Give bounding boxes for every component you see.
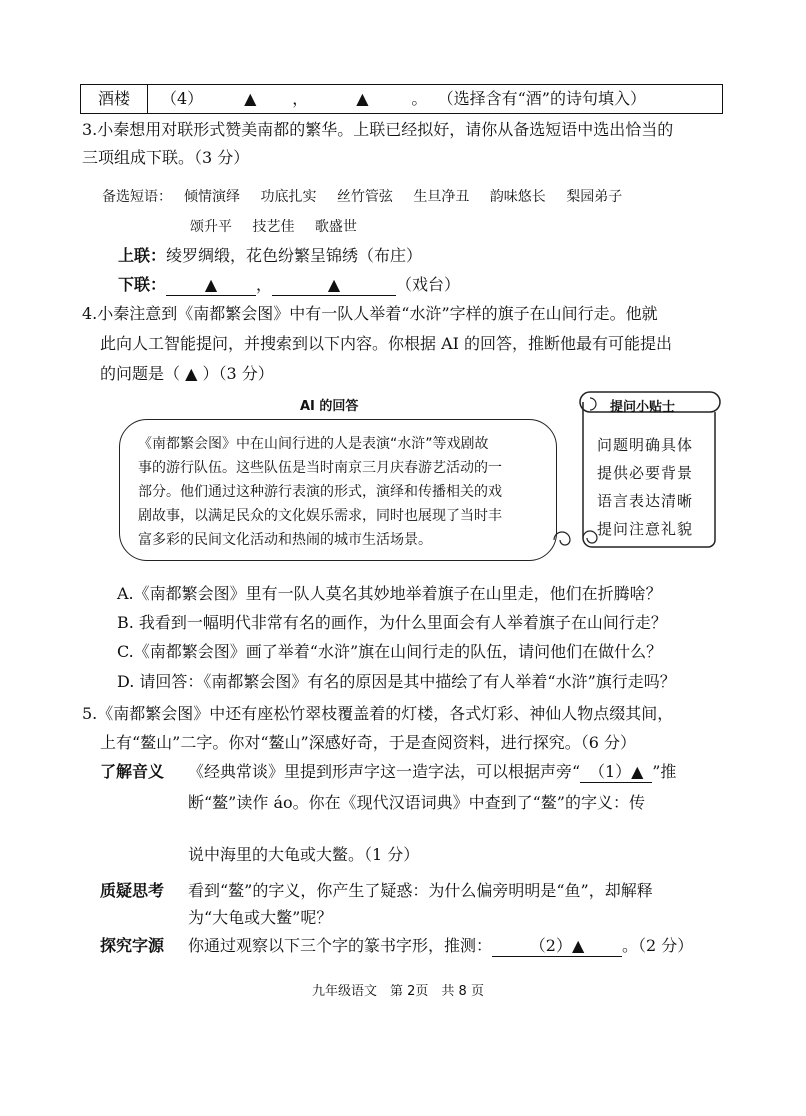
sec3-text: 。（2 分） xyxy=(622,936,694,955)
connector-icon xyxy=(552,528,582,552)
section-label-question: 质疑思考 xyxy=(100,881,165,900)
tip-item: 提问注意礼貌 xyxy=(596,520,693,538)
sec3-line xyxy=(188,936,693,957)
tips-title: 提问小贴士 xyxy=(610,400,676,415)
ai-answer-title: AI 的回答 xyxy=(300,399,359,414)
period: 。 xyxy=(411,89,428,108)
page-footer: 九年级语文 第 2页 共 8 页 xyxy=(312,984,484,999)
q4-line-2: 此向人工智能提问，并搜索到以下内容。你根据 AI 的回答，推断他最有可能提出 xyxy=(100,334,673,353)
q3-line-1: 3.小秦想用对联形式赞美南都的繁华。上联已经拟好，请你从备选短语中选出恰当的 xyxy=(82,120,674,139)
q4-line-3: 的问题是（ ▲ ）（3 分） xyxy=(100,364,274,383)
answer-table-row xyxy=(80,84,723,114)
tip-item: 语言表达清晰 xyxy=(596,492,693,510)
option-phrase: 韵味悠长 xyxy=(489,189,546,205)
lower-couplet-label: 下联： xyxy=(118,275,167,294)
item-number: （4） xyxy=(161,89,204,108)
upper-couplet xyxy=(118,246,422,266)
sec1-text: 《经典常谈》里提到形声字这一造字法，可以根据声旁“ xyxy=(188,762,581,781)
fill-instruction: （选择含有“酒”的诗句填入） xyxy=(437,89,646,108)
sec1-line-2: 断“鳌”读作 áo。你在《现代汉语词典》中查到了“鳌”的字义：传 xyxy=(188,793,645,812)
option-phrase: 颂升平 xyxy=(190,219,232,235)
upper-couplet-text: 绫罗绸缎，花色纷繁呈锦绣（布庄） xyxy=(166,246,423,265)
option-phrase: 技艺佳 xyxy=(252,219,295,235)
separator: ， xyxy=(256,275,273,294)
options-row-1 xyxy=(184,186,622,206)
section-label-meaning: 了解音义 xyxy=(100,762,165,781)
sec3-text: 你通过观察以下三个字的篆书字形，推测： xyxy=(188,936,493,955)
options-row-2 xyxy=(190,216,357,236)
answer-blank-2[interactable]: ▲ xyxy=(313,85,411,114)
ai-answer-text xyxy=(138,432,558,552)
ai-answer-line: 事的游行队伍。这些队伍是当时南京三月庆春游艺活动的一 xyxy=(138,460,502,476)
lower-couplet-note: （戏台） xyxy=(396,275,461,294)
sec1-line-1 xyxy=(188,762,676,783)
q5-line-1: 5.《南都繁会图》中还有座松竹翠枝覆盖着的灯楼，各式灯彩、神仙人物点缀其间， xyxy=(82,704,674,723)
option-d[interactable]: D. 请回答：《南都繁会图》有名的原因是其中描绘了有人举着“水浒”旗行走吗？ xyxy=(117,672,676,691)
options-label: 备选短语： xyxy=(102,189,172,205)
tip-item: 问题明确具体 xyxy=(596,436,693,454)
ai-answer-line: 部分。他们通过这种游行表演的形式，演绎和传播相关的戏 xyxy=(138,484,502,500)
table-cell-content xyxy=(161,85,646,113)
tip-item: 提供必要背景 xyxy=(596,464,693,482)
lower-couplet xyxy=(118,275,460,296)
answer-blank-inference[interactable]: （2）▲ xyxy=(492,936,622,957)
option-b[interactable]: B. 我看到一幅明代非常有名的画作，为什么里面会有人举着旗子在山间行走？ xyxy=(117,613,667,632)
option-phrase: 梨园弟子 xyxy=(566,189,623,205)
sec2-line-1: 看到“鳌”的字义，你产生了疑惑：为什么偏旁明明是“鱼”，却解释 xyxy=(188,881,653,900)
option-phrase: 生旦净丑 xyxy=(413,189,470,205)
option-phrase: 功底扎实 xyxy=(260,189,317,205)
upper-couplet-label: 上联： xyxy=(118,246,167,265)
sec1-line-3: 说中海里的大龟或大鳖。（1 分） xyxy=(188,845,420,864)
lower-couplet-blank-1[interactable]: ▲ xyxy=(166,275,256,296)
table-cell-label: 酒楼 xyxy=(81,85,148,113)
ai-answer-line: 《南都繁会图》中在山间行进的人是表演“水浒”等戏剧故 xyxy=(138,436,489,452)
answer-blank-1[interactable]: ▲ xyxy=(208,85,292,114)
answer-blank-radical[interactable]: （1）▲ xyxy=(580,762,652,783)
q3-line-2: 三项组成下联。（3 分） xyxy=(82,148,250,167)
option-c[interactable]: C.《南都繁会图》画了举着“水浒”旗在山间行走的队伍，请问他们在做什么？ xyxy=(117,642,663,661)
option-phrase: 丝竹管弦 xyxy=(336,189,393,205)
option-phrase: 倾情演绎 xyxy=(184,189,240,205)
option-phrase: 歌盛世 xyxy=(314,219,357,235)
ai-answer-line: 富多彩的民间文化活动和热闹的城市生活场景。 xyxy=(138,532,432,548)
sec1-text: ”推 xyxy=(652,762,677,781)
option-a[interactable]: A.《南都繁会图》里有一队人莫名其妙地举着旗子在山里走，他们在折腾啥？ xyxy=(117,584,662,603)
section-label-origin: 探究字源 xyxy=(100,936,165,955)
lower-couplet-blank-2[interactable]: ▲ xyxy=(272,275,396,296)
separator: ， xyxy=(292,89,309,108)
q5-line-2: 上有“鳌山”二字。你对“鳌山”深感好奇，于是查阅资料，进行探究。（6 分） xyxy=(100,733,636,752)
ai-answer-line: 剧故事，以满足民众的文化娱乐需求，同时也展现了当时丰 xyxy=(138,508,502,524)
sec2-line-2: 为“大龟或大鳖”呢？ xyxy=(188,908,333,927)
q4-line-1: 4.小秦注意到《南都繁会图》中有一队人举着“水浒”字样的旗子在山间行走。他就 xyxy=(82,304,658,323)
